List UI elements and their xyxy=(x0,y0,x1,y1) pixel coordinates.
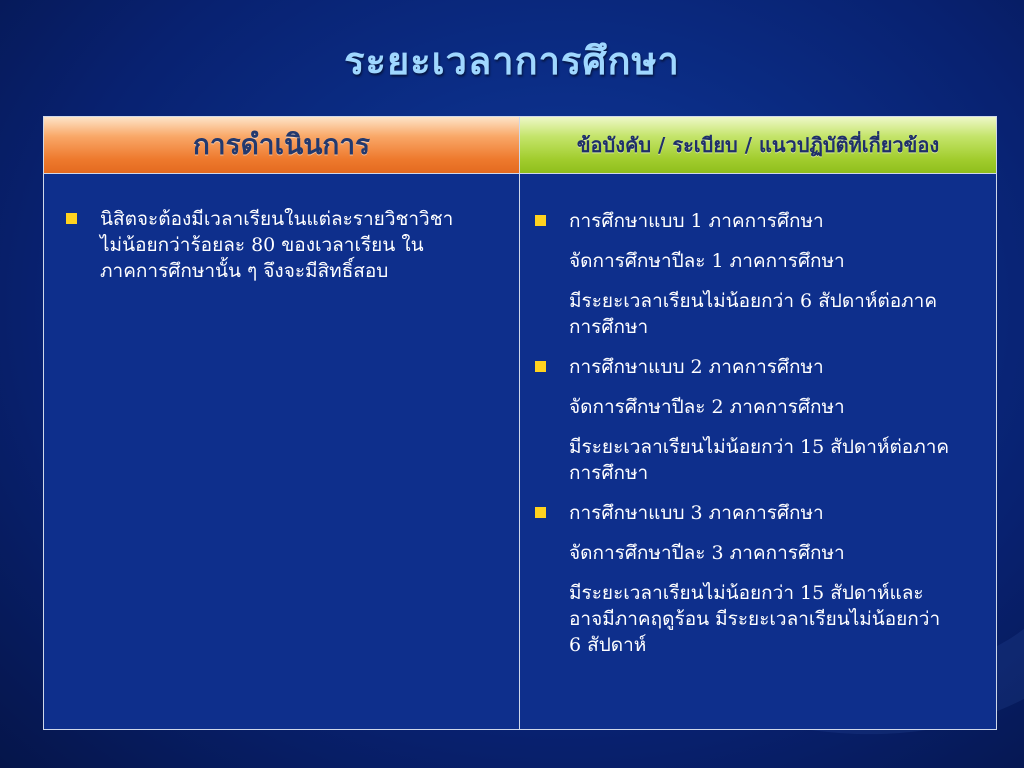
text-line: การศึกษา xyxy=(569,462,649,484)
text-line: 6 สัปดาห์ xyxy=(569,634,647,656)
item-detail xyxy=(533,248,982,274)
item-title: การศึกษาแบบ 2 ภาคการศึกษา xyxy=(569,356,824,378)
list-item xyxy=(64,206,505,284)
text-line: นิสิตจะต้องมีเวลาเรียนในแต่ละรายวิชาวิชา xyxy=(100,208,454,230)
header-procedure: การดำเนินการ xyxy=(44,117,519,174)
square-bullet-icon xyxy=(66,213,77,224)
square-bullet-icon xyxy=(535,361,546,372)
header-regulations: ข้อบังคับ / ระเบียบ / แนวปฏิบัติที่เกี่ยวข้อง xyxy=(520,117,996,174)
regulations-body xyxy=(520,174,996,729)
square-bullet-icon xyxy=(535,507,546,518)
list-item xyxy=(533,354,982,380)
slide-title: ระยะเวลาการศึกษา xyxy=(344,38,680,83)
text-line: อาจมีภาคฤดูร้อน มีระยะเวลาเรียนไม่น้อยกว่า xyxy=(569,608,941,630)
text-line: ภาคการศึกษานั้น ๆ จึงจะมีสิทธิ์สอบ xyxy=(100,260,389,282)
item-detail xyxy=(533,540,982,566)
item-title: การศึกษาแบบ 1 ภาคการศึกษา xyxy=(569,210,824,232)
text-line: มีระยะเวลาเรียนไม่น้อยกว่า 6 สัปดาห์ต่อภาค xyxy=(569,290,938,312)
text-line: มีระยะเวลาเรียนไม่น้อยกว่า 15 สัปดาห์และ xyxy=(569,582,924,604)
text-line: จัดการศึกษาปีละ 1 ภาคการศึกษา xyxy=(569,250,845,272)
text-line: มีระยะเวลาเรียนไม่น้อยกว่า 15 สัปดาห์ต่อภาค xyxy=(569,436,950,458)
item-detail xyxy=(533,434,982,486)
item-detail xyxy=(533,580,982,658)
item-title: การศึกษาแบบ 3 ภาคการศึกษา xyxy=(569,502,824,524)
square-bullet-icon xyxy=(535,215,546,226)
column-regulations xyxy=(520,117,996,729)
text-line: จัดการศึกษาปีละ 3 ภาคการศึกษา xyxy=(569,542,845,564)
text-line: จัดการศึกษาปีละ 2 ภาคการศึกษา xyxy=(569,396,845,418)
column-procedure xyxy=(44,117,520,729)
content-table xyxy=(43,116,997,730)
text-line: ไม่น้อยกว่าร้อยละ 80 ของเวลาเรียน ใน xyxy=(100,234,424,256)
procedure-body xyxy=(44,174,519,729)
item-detail xyxy=(533,394,982,420)
list-item xyxy=(533,208,982,234)
list-item xyxy=(533,500,982,526)
item-detail xyxy=(533,288,982,340)
text-line: การศึกษา xyxy=(569,316,649,338)
